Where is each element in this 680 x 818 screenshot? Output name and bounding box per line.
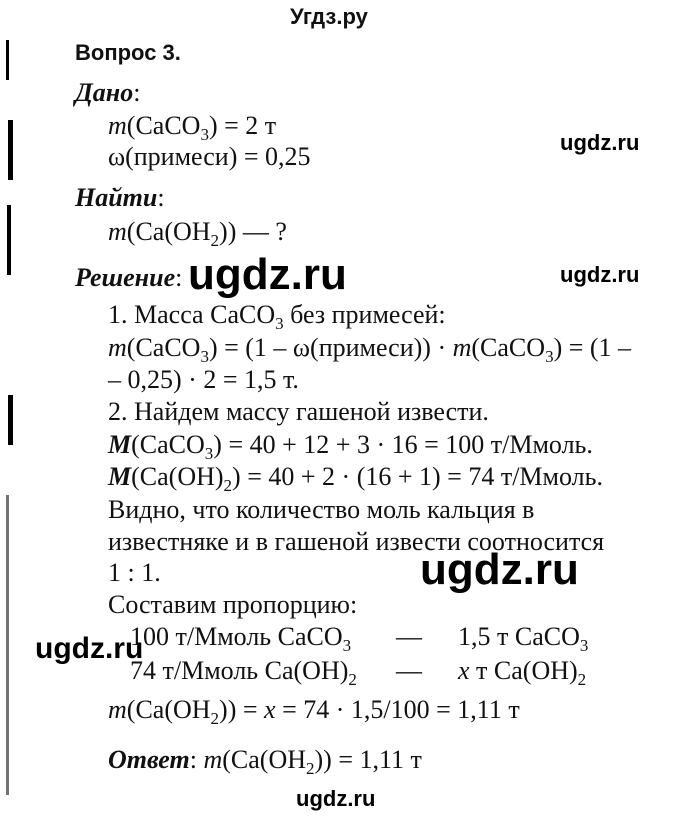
proportion-dash-2: — [396,656,422,685]
molar-mass-caoh2: $M(Ca(OH)_2) = 40 + 2 \cdot (16 + 1) = 74$ т/Ммоль. [108,462,603,495]
watermark: ugdz.ru [420,545,579,594]
site-header: Угдз.ру [290,4,368,29]
proportion-right-2: x т $Ca(OH)_2$ [458,656,587,689]
question-title: Вопрос 3. [75,40,181,65]
answer-label: Ответ [108,745,190,774]
proportion-intro: Составим пропорцию: [108,590,358,619]
equation-1: m(CaCO$_3$) = (1 – ω(примеси)) · m(CaCO$_3$) = (1 – [108,333,632,366]
watermark: ugdz.ru [560,130,640,155]
find-label: Найти [75,183,158,212]
proportion-row-2: 74 т/Ммоль $Ca(OH)_2$ [130,656,357,689]
solution-label: Решение [75,263,176,292]
answer-line: Ответ: $m(Ca(OH_2)) = 1,11$ т [108,745,422,778]
given-line-2: ω(примеси) = 0,25 [108,142,311,171]
text-line-3: 1 : 1. [108,558,161,587]
scan-edge-mark [8,120,13,180]
text-line-1: Видно, что количество моль кальция в [108,495,535,524]
watermark: ugdz.ru [188,250,347,299]
given-heading: Дано: [75,78,141,107]
scan-edge-mark [6,40,9,80]
given-label: Дано [75,78,134,107]
find-line: $m(Ca(OH_2))$ — ? [108,217,287,250]
find-heading: Найти: [75,183,165,212]
scan-edge-mark [6,495,9,795]
scan-edge-mark [8,395,13,445]
watermark: ugdz.ru [35,632,144,665]
scan-edge-mark [7,205,11,275]
proportion-right-1: 1,5 т CaCO$_3$ [458,622,589,655]
proportion-row-1: 100 т/Ммоль CaCO$_3$ [130,622,352,655]
solution-heading: Решение: [75,263,183,292]
given-line-1: m(CaCO$_3$) = 2 т [108,111,277,144]
molar-mass-caco3: M(CaCO$_3$) = 40 + 12 + 3 · 16 = 100 т/Ммоль. [108,430,593,463]
watermark: ugdz.ru [560,262,640,287]
result-line: $m(Ca(OH_2)) = x = 74 \cdot 1,5/100 = 1,11$ т [108,695,520,728]
text-line-2: известняке и в гашеной извести соотносится [108,527,605,556]
proportion-dash-1: — [396,622,422,651]
step-2: 2. Найдем массу гашеной извести. [108,397,489,426]
step-1: 1. Масса CaCO$_3$ без примесей: [108,300,446,333]
equation-1-continued: – 0,25) · 2 = 1,5 т. [108,365,299,394]
footer-watermark: ugdz.ru [296,786,376,811]
